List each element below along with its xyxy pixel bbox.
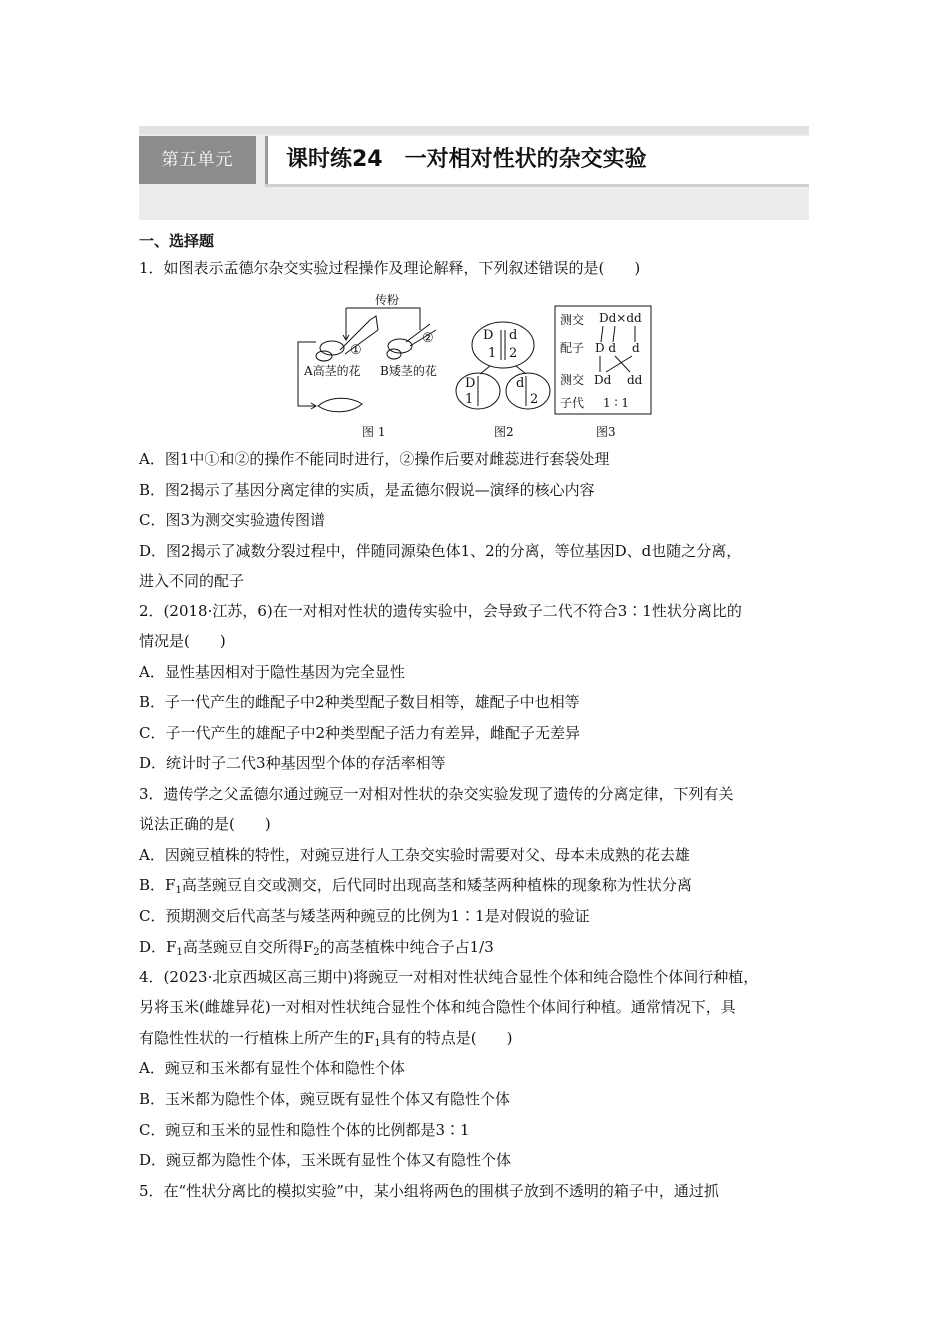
row3-label: 测交 bbox=[560, 373, 585, 387]
row1-label: 测交 bbox=[560, 313, 585, 327]
pollination-label: 传粉 bbox=[375, 293, 400, 307]
question-4-stem-2: 另将玉米(雌雄异花)一对相对性状纯合显性个体和纯合隐性个体间行种植。通常情况下，具 bbox=[139, 998, 736, 1016]
question-3-stem: 3．遗传学之父孟德尔通过豌豆一对相对性状的杂交实验发现了遗传的分离定律，下列有关 bbox=[139, 785, 734, 803]
q1-option-a: A．图1中①和②的操作不能同时进行，②操作后要对雌蕊进行套袋处理 bbox=[139, 450, 610, 468]
q3-option-c: C．预期测交后代高茎与矮茎两种豌豆的比例为1∶1是对假说的验证 bbox=[139, 907, 590, 925]
daughter-cell-right bbox=[506, 373, 550, 409]
parent-cell bbox=[472, 322, 534, 368]
q3-option-d-mid: 高茎豌豆自交所得F bbox=[182, 938, 314, 956]
figure-3-caption: 图3 bbox=[596, 425, 616, 439]
chromosome-pair bbox=[501, 330, 505, 360]
chromosome-left-label: 1 bbox=[465, 392, 474, 407]
row2-gamete-d: d bbox=[632, 341, 640, 355]
row2-label: 配子 bbox=[560, 341, 585, 355]
allele-d-lower: d bbox=[509, 328, 518, 343]
allele-left: D bbox=[465, 376, 476, 391]
pea-pod-drawing bbox=[318, 398, 362, 412]
allele-d-upper: D bbox=[483, 328, 494, 343]
q3-option-d-prefix: D．F bbox=[139, 938, 177, 956]
step-2-mark: ② bbox=[422, 331, 434, 346]
section-heading: 一、选择题 bbox=[139, 232, 215, 250]
row3-dd-homo: dd bbox=[627, 373, 643, 387]
q3-option-d-rest: 的高茎植株中纯合子占1/3 bbox=[319, 938, 494, 956]
figure-group bbox=[290, 290, 670, 442]
question-2-stem-cont: 情况是( ) bbox=[139, 632, 226, 650]
figure-2-caption: 图2 bbox=[494, 425, 514, 439]
figure-2 bbox=[456, 322, 550, 439]
chromosome-1-label: 1 bbox=[488, 346, 497, 361]
question-5-stem: 5．在“性状分离比的模拟实验”中，某小组将两色的围棋子放到不透明的箱子中，通过抓 bbox=[139, 1182, 719, 1200]
q2-option-a: A．显性基因相对于隐性基因为完全显性 bbox=[139, 663, 405, 681]
page-title: 课时练24 一对相对性状的杂交实验 bbox=[286, 147, 647, 172]
q2-option-b: B．子一代产生的雌配子中2种类型配子数目相等，雄配子中也相等 bbox=[139, 693, 580, 711]
q4-option-d: D．豌豆都为隐性个体，玉米既有显性个体又有隐性个体 bbox=[139, 1151, 512, 1169]
q4-option-c: C．豌豆和玉米的显性和隐性个体的比例都是3∶1 bbox=[139, 1121, 470, 1139]
title-box bbox=[265, 136, 809, 184]
q1-option-c: C．图3为测交实验遗传图谱 bbox=[139, 511, 326, 529]
q4-option-a: A．豌豆和玉米都有显性个体和隐性个体 bbox=[139, 1059, 405, 1077]
chromosome-right-label: 2 bbox=[530, 392, 539, 407]
pollination-bracket bbox=[346, 308, 420, 330]
row1-cross: Dd×dd bbox=[599, 311, 642, 325]
q3-option-b-prefix: B．F bbox=[139, 876, 176, 894]
q4-stem-subscript: 1 bbox=[374, 1038, 381, 1049]
row2-gametes: D d bbox=[595, 341, 617, 355]
question-1-stem: 1．如图表示孟德尔杂交实验过程操作及理论解释，下列叙述错误的是( ) bbox=[139, 259, 641, 277]
q4-stem-rest: 具有的特点是( ) bbox=[380, 1029, 513, 1047]
row4-ratio: 1 ∶ 1 bbox=[603, 396, 630, 410]
question-4-stem: 4．(2023·北京西城区高三期中)将豌豆一对相对性状纯合显性个体和纯合隐性个体间行种植， bbox=[139, 968, 759, 986]
figure-1-caption: 图 1 bbox=[362, 425, 386, 439]
q3-option-d-sub2: 2 bbox=[313, 947, 320, 958]
allele-right: d bbox=[516, 376, 525, 391]
q3-option-d bbox=[139, 935, 494, 959]
chromosome-2-label: 2 bbox=[509, 346, 518, 361]
figure-3 bbox=[555, 306, 651, 439]
fertilization-arrows bbox=[600, 356, 632, 372]
q3-option-a: A．因豌豆植株的特性，对豌豆进行人工杂交实验时需要对父、母本未成熟的花去雄 bbox=[139, 846, 690, 864]
figure-1 bbox=[298, 292, 437, 439]
q1-option-d: D．图2揭示了减数分裂过程中，伴随同源染色体1、2的分离，等位基因D、d也随之分离， bbox=[139, 542, 742, 560]
q3-option-b bbox=[139, 873, 692, 897]
header-underline bbox=[265, 184, 809, 187]
question-2-stem: 2．(2018·江苏，6)在一对相对性状的遗传实验中，会导致子二代不符合3∶1性状分离比的 bbox=[139, 602, 742, 620]
row4-label: 子代 bbox=[560, 396, 585, 410]
q3-option-d-sub1: 1 bbox=[176, 947, 183, 958]
gamete-arrows bbox=[601, 326, 635, 342]
q2-option-d: D．统计时子二代3种基因型个体的存活率相等 bbox=[139, 754, 446, 772]
q1-option-d-cont: 进入不同的配子 bbox=[139, 572, 245, 590]
division-lines bbox=[480, 366, 526, 374]
question-3-stem-cont: 说法正确的是( ) bbox=[139, 815, 271, 833]
q2-option-c: C．子一代产生的雄配子中2种类型配子活力有差异，雌配子无差异 bbox=[139, 724, 581, 742]
row3-dd-hetero: Dd bbox=[594, 373, 612, 387]
flower-b-label: B矮茎的花 bbox=[380, 364, 437, 378]
step-1-mark: ① bbox=[350, 343, 362, 358]
q4-stem-prefix: 有隐性性状的一行植株上所产生的F bbox=[139, 1029, 375, 1047]
chapter-header bbox=[139, 126, 809, 220]
unit-label: 第五单元 bbox=[139, 136, 256, 184]
q4-option-b: B．玉米都为隐性个体，豌豆既有显性个体又有隐性个体 bbox=[139, 1090, 511, 1108]
q3-option-b-subscript: 1 bbox=[175, 885, 182, 896]
header-stripe bbox=[139, 126, 809, 134]
q1-option-b: B．图2揭示了基因分离定律的实质，是孟德尔假说—演绎的核心内容 bbox=[139, 481, 595, 499]
q3-option-b-rest: 高茎豌豆自交或测交，后代同时出现高茎和矮茎两种植株的现象称为性状分离 bbox=[181, 876, 692, 894]
flower-a-label: A高茎的花 bbox=[304, 364, 361, 378]
question-4-stem-3 bbox=[139, 1026, 513, 1050]
